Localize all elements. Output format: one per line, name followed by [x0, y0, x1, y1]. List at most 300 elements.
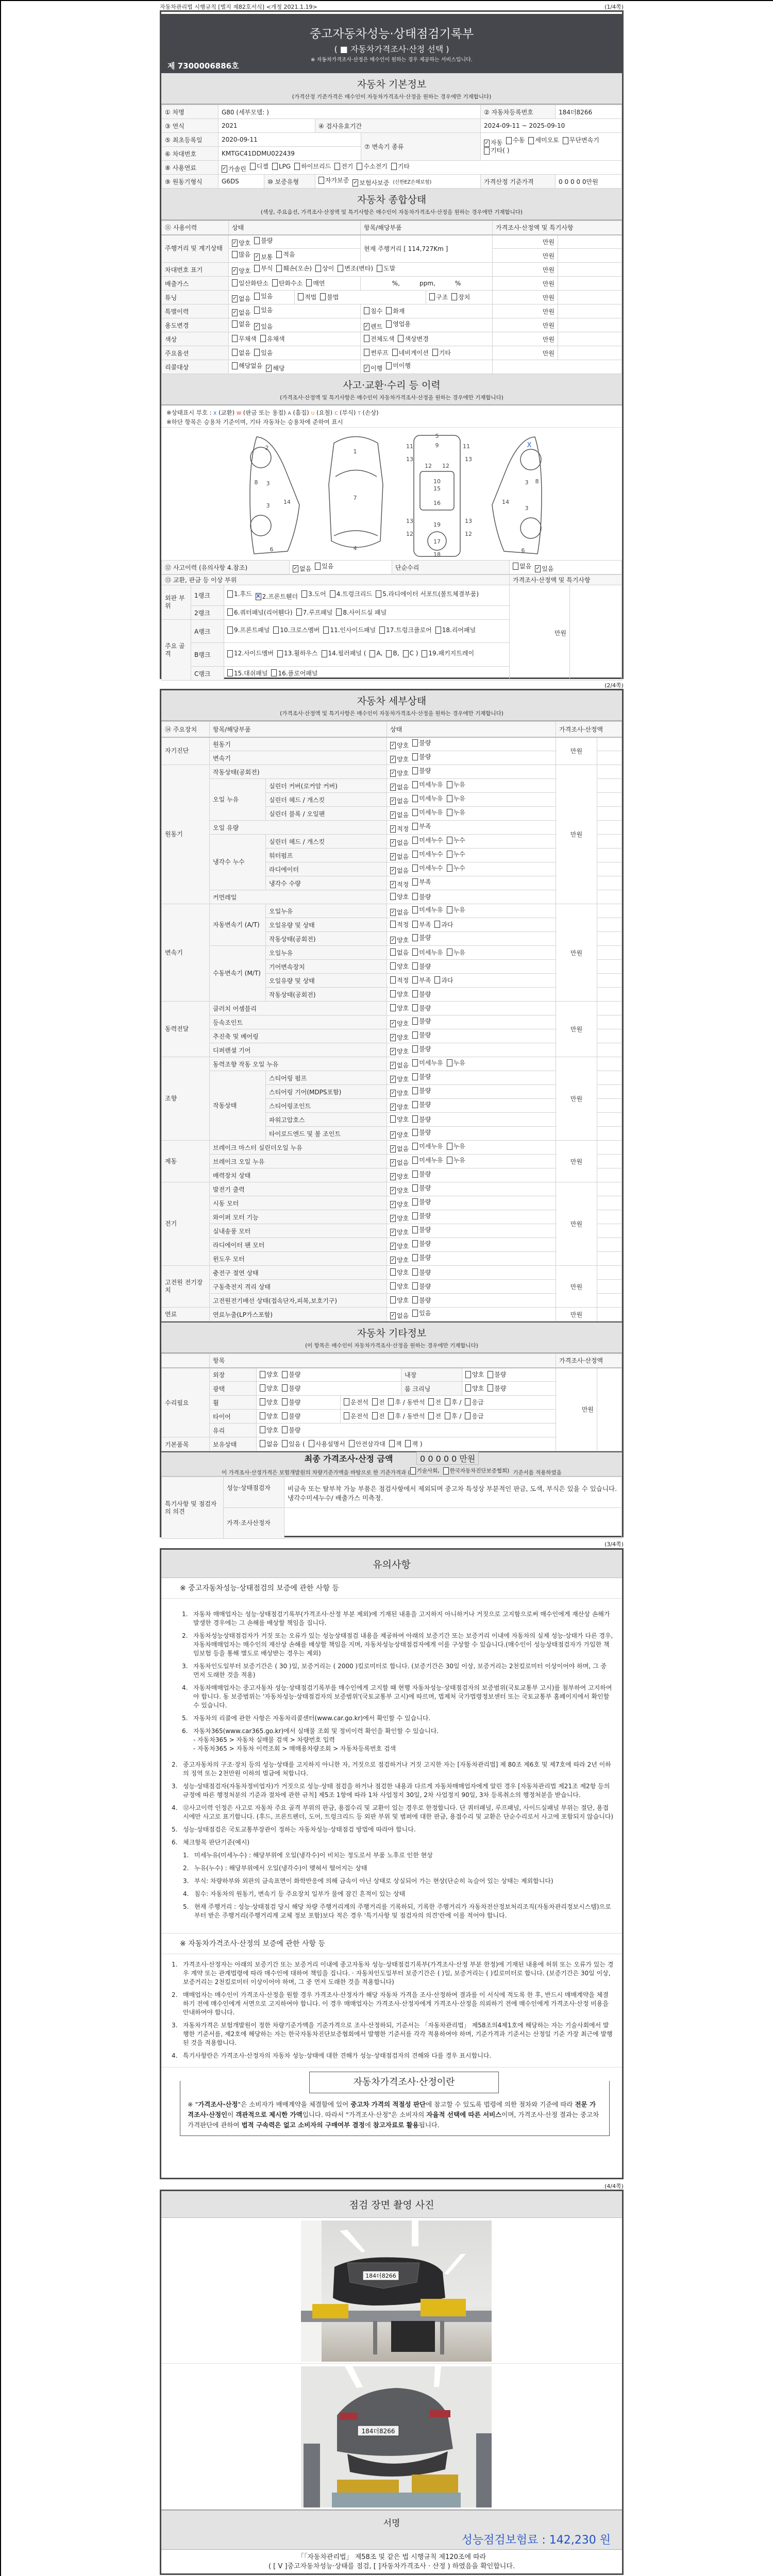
checkbox[interactable]: ✓ — [232, 240, 237, 246]
checkbox-option — [390, 1075, 409, 1083]
legend-symbol: U — [311, 411, 315, 416]
col-header: 가격조사·산정액 — [556, 1354, 622, 1368]
checkbox[interactable] — [412, 1171, 418, 1178]
checkbox[interactable] — [379, 626, 385, 634]
checkbox[interactable] — [451, 293, 457, 300]
checkbox[interactable] — [369, 650, 375, 657]
detail-row — [162, 1071, 622, 1085]
checkbox[interactable] — [294, 163, 300, 170]
checkbox[interactable] — [445, 1412, 450, 1419]
accident-history-options — [290, 561, 392, 574]
checkbox-option — [412, 1072, 431, 1081]
checkbox[interactable] — [443, 1467, 449, 1475]
checkbox[interactable] — [309, 1440, 314, 1447]
item-text: 자동차365(www.car365.go.kr)에서 실매물 조회 및 정비이력 확인을 확인할 수 있습니다. - 자동차365 > 자동차 실매물 검색 > 차량번호 입력 - 자동차365 > 자동차 이력조회 > 매매용차량조회 > 자동차등록번호 검색 — [193, 1727, 439, 1752]
checkbox[interactable] — [447, 1143, 452, 1150]
checkbox[interactable] — [412, 921, 418, 928]
device-category: 제동 — [162, 1141, 210, 1182]
checkbox[interactable] — [447, 906, 452, 913]
checkbox[interactable]: ✓ — [391, 1034, 395, 1040]
checkbox[interactable] — [390, 1282, 396, 1290]
checkbox[interactable]: ✓ — [353, 179, 358, 185]
checkbox-option — [349, 1439, 385, 1448]
detail-row — [162, 835, 622, 849]
checkbox[interactable]: ✓ — [535, 565, 540, 571]
checkbox[interactable]: ✓ — [391, 1090, 395, 1096]
checkbox[interactable] — [282, 1426, 288, 1433]
checkbox[interactable] — [323, 626, 329, 634]
checkbox[interactable] — [412, 851, 418, 858]
checkbox[interactable] — [357, 163, 362, 170]
car-name: G80 (세부모델: ) — [219, 105, 481, 119]
checkbox[interactable] — [232, 279, 238, 286]
checkbox[interactable] — [412, 878, 418, 886]
checkbox[interactable] — [412, 1282, 418, 1290]
checkbox[interactable] — [386, 362, 392, 369]
checkbox[interactable] — [412, 1143, 418, 1150]
notice-sub1: ※ 중고자동차성능·상태점검의 보증에 관한 사항 등 — [161, 1578, 622, 1599]
checkbox[interactable] — [447, 1157, 452, 1164]
checkbox[interactable] — [465, 1412, 470, 1419]
checkbox[interactable]: ✓ — [391, 937, 395, 943]
checkbox[interactable]: ✓ — [391, 1076, 395, 1082]
gloss-options — [257, 1382, 401, 1396]
checkbox[interactable]: ✓ — [391, 756, 395, 762]
checkbox[interactable]: ✓ — [391, 784, 395, 790]
checkbox[interactable] — [412, 1296, 418, 1303]
notice-item — [182, 1610, 614, 1628]
checkbox[interactable]: ✓ — [391, 1159, 395, 1165]
checkbox[interactable] — [412, 1059, 418, 1066]
checkbox[interactable]: ✓ — [391, 1201, 395, 1207]
checkbox[interactable]: ✓ — [232, 309, 237, 315]
checkbox[interactable] — [447, 795, 452, 802]
checkbox[interactable] — [377, 265, 382, 272]
checkbox[interactable] — [412, 1115, 418, 1123]
checkbox[interactable]: ✓ — [391, 825, 395, 832]
checkbox[interactable] — [386, 650, 392, 657]
checkbox[interactable] — [272, 163, 278, 170]
checkbox[interactable] — [412, 1198, 418, 1206]
checkbox[interactable] — [447, 851, 452, 858]
checkbox[interactable] — [429, 293, 435, 300]
checkbox[interactable]: ✓ — [255, 323, 259, 329]
checkbox[interactable] — [412, 893, 418, 900]
checkbox[interactable] — [447, 809, 452, 816]
checkbox[interactable] — [349, 1440, 355, 1447]
checkbox[interactable] — [412, 1073, 418, 1080]
checkbox[interactable] — [428, 1398, 434, 1405]
price-value — [597, 1155, 622, 1168]
checkbox[interactable] — [254, 265, 260, 272]
checkbox[interactable] — [260, 1398, 265, 1405]
checkbox[interactable] — [277, 650, 283, 657]
checkbox[interactable]: ✓ — [391, 1215, 395, 1221]
tire-label: 타이어 — [210, 1410, 257, 1423]
item-name: 오일 유량 — [210, 821, 387, 835]
checkbox[interactable] — [412, 976, 418, 984]
checkbox-option — [428, 1398, 441, 1406]
checkbox[interactable]: ✓ — [391, 1048, 395, 1054]
checkbox[interactable] — [318, 177, 324, 184]
checkbox[interactable]: ✓ — [391, 867, 395, 873]
checkbox-label: 있음 — [261, 307, 273, 314]
checkbox-label: 불량 — [289, 1412, 301, 1420]
checkbox[interactable] — [412, 865, 418, 872]
section-title: 자동차 기타정보 — [357, 1328, 427, 1339]
checkbox[interactable] — [412, 837, 418, 844]
part-number: 12 — [406, 531, 413, 537]
checkbox[interactable] — [563, 137, 568, 144]
checkbox[interactable]: ✓ — [391, 1173, 395, 1179]
checkbox-label: 불량 — [419, 1031, 431, 1039]
checkbox[interactable] — [364, 307, 369, 314]
checkbox[interactable] — [432, 349, 438, 356]
item-name: 브레이크 마스터 실린더오일 누유 — [210, 1141, 387, 1155]
checkbox[interactable]: ✓ — [232, 295, 237, 301]
inspection-photo-rear[interactable] — [301, 2366, 492, 2507]
checkbox[interactable]: ✓ — [391, 1020, 395, 1026]
item-state — [387, 1002, 556, 1015]
checkbox[interactable] — [254, 349, 260, 356]
checkbox[interactable] — [412, 906, 418, 913]
checkbox[interactable]: ✓ — [391, 1104, 395, 1110]
checkbox[interactable] — [390, 1296, 396, 1303]
checkbox[interactable] — [392, 349, 398, 356]
checkbox[interactable]: ✓ — [391, 1131, 395, 1138]
checkbox-option — [390, 1089, 409, 1097]
checkbox[interactable] — [412, 767, 418, 774]
checkbox[interactable] — [330, 590, 335, 598]
checkbox[interactable] — [513, 563, 518, 570]
checkbox[interactable] — [412, 1018, 418, 1025]
checkbox[interactable] — [488, 1371, 493, 1378]
checkbox[interactable] — [390, 948, 396, 956]
checkbox-label: 양호 — [397, 1257, 409, 1264]
price-unit: 만원 — [556, 1182, 597, 1266]
checkbox[interactable]: ✓ — [364, 365, 369, 371]
checkbox[interactable] — [390, 1004, 396, 1011]
checkbox[interactable] — [298, 293, 304, 300]
item-name: 충전구 절연 상태 — [210, 1266, 387, 1280]
checkbox-label: 누유 — [453, 781, 465, 788]
item-text: 자동차가격은 보험개발원이 정한 차량기준가액을 기준가격으로 조사·산정하되, 기준서는 「자동차관리법」 제58조의4제1호에 해당하는 자는 기술사회에서 발행한 기준서를, 제2호에 해당하는 자는 한국자동차진단보증협회에서 발행한 기준서를 각각 적용하여야 하며, 기준가격과 기준서는 산정일 기준 가장 최근에 발행된 것을 적용합니다. — [183, 2022, 613, 2046]
checkbox[interactable] — [338, 265, 343, 272]
checkbox[interactable] — [390, 921, 396, 928]
checkbox[interactable] — [390, 1115, 396, 1123]
checkbox[interactable] — [282, 1384, 288, 1392]
checkbox[interactable]: ✓ — [391, 881, 395, 887]
checkbox[interactable] — [250, 163, 256, 170]
checkbox[interactable] — [336, 608, 342, 616]
col-header: 상태 — [229, 221, 361, 235]
checkbox-label: 4.트렁크리드 — [336, 590, 373, 598]
signature-section — [161, 2510, 622, 2550]
checkbox[interactable] — [254, 293, 260, 300]
recall-options — [229, 360, 361, 374]
checkbox[interactable] — [412, 1254, 418, 1261]
checkbox[interactable] — [445, 1398, 450, 1405]
checkbox[interactable] — [260, 1426, 265, 1433]
checkbox[interactable]: ✓ — [255, 253, 259, 260]
device-category: 고전원 전기장치 — [162, 1266, 210, 1308]
checkbox[interactable] — [334, 163, 340, 170]
checkbox-option — [412, 738, 431, 747]
checkbox[interactable]: ✓ — [391, 798, 395, 804]
checkbox[interactable] — [372, 1398, 378, 1405]
checkbox[interactable] — [376, 590, 381, 598]
checkbox[interactable] — [465, 1371, 471, 1378]
checkbox[interactable] — [320, 293, 326, 300]
checkbox[interactable]: ✓ — [266, 365, 272, 371]
checkbox[interactable] — [434, 921, 440, 928]
checkbox[interactable] — [412, 1101, 418, 1108]
checkbox[interactable] — [389, 1440, 395, 1447]
checkbox[interactable] — [282, 1412, 288, 1419]
checkbox-label: 불량 — [419, 753, 431, 760]
checkbox[interactable] — [232, 335, 238, 342]
checkbox[interactable]: ✓ — [391, 1257, 395, 1263]
checkbox[interactable] — [306, 279, 312, 286]
box-text-segment: 법적 구속력은 없고 소비자의 구매여부 결정 — [241, 2121, 365, 2129]
checkbox[interactable]: ✓ — [391, 811, 395, 818]
checkbox[interactable] — [232, 362, 238, 369]
part-number: 3 — [525, 479, 529, 486]
checkbox-label: 양호 — [397, 1268, 409, 1276]
checkbox[interactable] — [405, 1440, 411, 1447]
device-category: 조향 — [162, 1057, 210, 1141]
checkbox-label: 무단변속기 — [569, 137, 599, 144]
price-value — [597, 835, 622, 849]
checkbox[interactable] — [232, 320, 238, 328]
checkbox[interactable] — [272, 279, 278, 286]
price-unit: 만원 — [556, 1141, 597, 1182]
checkbox[interactable] — [390, 990, 396, 997]
checkbox[interactable] — [391, 163, 397, 170]
checkbox[interactable]: ✓ — [391, 1243, 395, 1249]
checkbox[interactable] — [322, 650, 327, 657]
checkbox[interactable] — [227, 669, 233, 676]
checkbox[interactable] — [364, 335, 369, 342]
checkbox[interactable] — [386, 320, 392, 328]
checkbox-label: 자가보증 — [325, 177, 349, 184]
checkbox[interactable] — [388, 1398, 394, 1405]
checkbox[interactable] — [488, 1384, 493, 1392]
checkbox[interactable] — [412, 948, 418, 956]
checkbox[interactable] — [412, 1045, 418, 1053]
legend-symbol: C — [334, 411, 338, 416]
checkbox[interactable] — [528, 137, 534, 144]
checkbox[interactable] — [260, 1384, 265, 1392]
checkbox-label: 누유 — [453, 1059, 465, 1066]
checkbox[interactable] — [301, 590, 307, 598]
price-note — [558, 291, 622, 304]
item-name: 스티어링 펌프 — [266, 1071, 387, 1085]
page-label: (4/4쪽) — [604, 2183, 624, 2190]
checkbox[interactable] — [386, 307, 392, 314]
checkbox[interactable] — [296, 608, 302, 616]
checkbox-option — [227, 650, 274, 657]
checkbox[interactable] — [447, 837, 452, 844]
checkbox[interactable]: ✓ — [391, 1187, 395, 1193]
checkbox[interactable] — [260, 1440, 265, 1447]
checkbox-option — [232, 308, 250, 317]
checkbox[interactable] — [422, 650, 427, 657]
notice-sub2: ※ 자동차가격조사·산정의 보증에 관한 사항 등 — [161, 1934, 622, 1954]
checkbox[interactable] — [372, 1412, 378, 1419]
item-number: 4. — [172, 1804, 178, 1811]
checkbox[interactable] — [227, 626, 233, 634]
checkbox[interactable] — [390, 962, 396, 970]
checkbox[interactable] — [227, 590, 233, 598]
checkbox-option — [386, 319, 411, 328]
checkbox[interactable] — [390, 976, 396, 984]
checkbox[interactable]: ✓ — [364, 323, 369, 329]
checkbox[interactable] — [412, 795, 418, 802]
checkbox[interactable] — [428, 1412, 434, 1419]
basic-info-section-title — [161, 73, 622, 105]
inspection-period: 2024-09-11 ~ 2025-09-10 — [481, 119, 622, 133]
item-state — [387, 765, 556, 779]
checkbox[interactable] — [344, 1412, 349, 1419]
checkbox[interactable] — [412, 1184, 418, 1192]
notice-list-3 — [161, 1954, 622, 2060]
checkbox[interactable] — [276, 265, 282, 272]
checkbox[interactable] — [276, 251, 282, 258]
price-unit: 만원 — [556, 737, 597, 765]
checkbox[interactable] — [282, 1440, 288, 1447]
checkbox-label: 세미오토 — [535, 137, 559, 144]
checkbox[interactable] — [273, 626, 279, 634]
checkbox[interactable]: ✓ — [484, 140, 489, 146]
item-state — [387, 1294, 556, 1308]
hold-options — [257, 1437, 556, 1451]
checkbox[interactable] — [412, 934, 418, 941]
checkbox[interactable] — [412, 1226, 418, 1233]
checkbox[interactable] — [412, 823, 418, 830]
checkbox[interactable]: ✓ — [391, 909, 395, 915]
checkbox[interactable]: ✓ — [391, 1145, 395, 1151]
checkbox[interactable]: ✓ — [232, 267, 237, 274]
checkbox[interactable] — [447, 1059, 452, 1066]
checkbox[interactable] — [412, 781, 418, 788]
checkbox-label: 양호 — [266, 1426, 279, 1434]
checkbox-option — [390, 948, 409, 957]
inspection-photo-front[interactable] — [301, 2221, 492, 2362]
item-number: 4. — [182, 1684, 188, 1691]
checkbox[interactable] — [412, 1240, 418, 1247]
checkbox[interactable] — [403, 650, 409, 657]
checkbox-option — [390, 755, 409, 764]
checkbox[interactable]: ✓ — [391, 742, 395, 748]
checkbox[interactable] — [412, 1268, 418, 1276]
checkbox[interactable] — [232, 349, 238, 356]
item-name: 기어변속장치 — [266, 960, 387, 974]
checkbox-option — [298, 293, 316, 301]
checkbox[interactable] — [465, 1384, 471, 1392]
checkbox[interactable] — [506, 137, 512, 144]
checkbox[interactable] — [412, 809, 418, 816]
checkbox[interactable] — [364, 349, 369, 356]
notice-list-2 — [161, 1757, 622, 1847]
checkbox[interactable]: ✓ — [391, 1229, 395, 1235]
checkbox[interactable] — [412, 990, 418, 997]
checkbox[interactable] — [412, 739, 418, 747]
checkbox[interactable] — [434, 976, 440, 984]
checkbox[interactable] — [447, 781, 452, 788]
checkbox[interactable] — [447, 865, 452, 872]
checkbox[interactable] — [412, 1129, 418, 1136]
checkbox[interactable] — [282, 1371, 288, 1378]
checkbox[interactable] — [260, 335, 266, 342]
notice-item — [182, 1727, 614, 1753]
checkbox[interactable] — [390, 1268, 396, 1276]
checkbox[interactable] — [254, 237, 260, 244]
rank-options — [224, 585, 510, 606]
checkbox[interactable] — [227, 650, 233, 657]
checkbox[interactable]: X — [256, 594, 260, 599]
checkbox[interactable] — [398, 335, 404, 342]
repair-needed-label: 수리필요 — [162, 1368, 210, 1437]
checkbox[interactable] — [412, 1087, 418, 1094]
checkbox[interactable] — [390, 893, 396, 900]
checkbox[interactable]: ✓ — [391, 1062, 395, 1068]
checkbox[interactable] — [315, 265, 321, 272]
checkbox[interactable]: ✓ — [391, 770, 395, 776]
item-name: 실린더 블록 / 오일팬 — [266, 807, 387, 821]
checkbox[interactable] — [412, 1310, 418, 1317]
checkbox[interactable]: ✓ — [391, 853, 395, 859]
checkbox[interactable] — [465, 1398, 470, 1405]
checkbox[interactable] — [271, 669, 277, 676]
checkbox[interactable] — [388, 1412, 394, 1419]
checkbox[interactable] — [484, 147, 490, 155]
checkbox-option — [391, 162, 410, 171]
checkbox[interactable]: ✓ — [391, 839, 395, 845]
frame-label: 주요 골격 — [162, 620, 191, 681]
inspection-period-label: ④ 검사유효기간 — [315, 119, 481, 133]
checkbox[interactable]: ✓ — [293, 565, 298, 571]
checkbox[interactable] — [412, 1004, 418, 1011]
checkbox-label: 기타( ) — [491, 147, 510, 155]
checkbox[interactable] — [412, 1212, 418, 1219]
other-section-title — [161, 1321, 622, 1353]
checkbox[interactable] — [447, 948, 452, 956]
checkbox[interactable] — [315, 563, 321, 570]
checkbox[interactable] — [435, 626, 441, 634]
part-number: 6 — [521, 547, 525, 554]
checkbox[interactable]: ✓ — [222, 165, 227, 172]
checkbox[interactable] — [282, 1398, 288, 1405]
price-value — [597, 1113, 622, 1127]
checkbox[interactable] — [254, 307, 260, 314]
checkbox[interactable] — [344, 1398, 349, 1405]
price-value — [597, 1015, 622, 1029]
checkbox[interactable] — [232, 251, 238, 258]
checkbox[interactable] — [260, 1371, 265, 1378]
checkbox[interactable]: ✓ — [391, 1312, 395, 1318]
checkbox[interactable] — [227, 608, 233, 616]
checkbox[interactable] — [412, 962, 418, 970]
checkbox[interactable] — [410, 1467, 416, 1475]
vin-mark-label: 차대번호 표기 — [162, 263, 229, 277]
checkbox[interactable] — [412, 1031, 418, 1039]
checkbox-label: A, — [376, 650, 383, 657]
basic-items-label: 기본품목 — [162, 1437, 210, 1451]
checkbox[interactable] — [260, 1412, 265, 1419]
checkbox[interactable] — [412, 753, 418, 760]
checkbox[interactable] — [412, 1157, 418, 1164]
